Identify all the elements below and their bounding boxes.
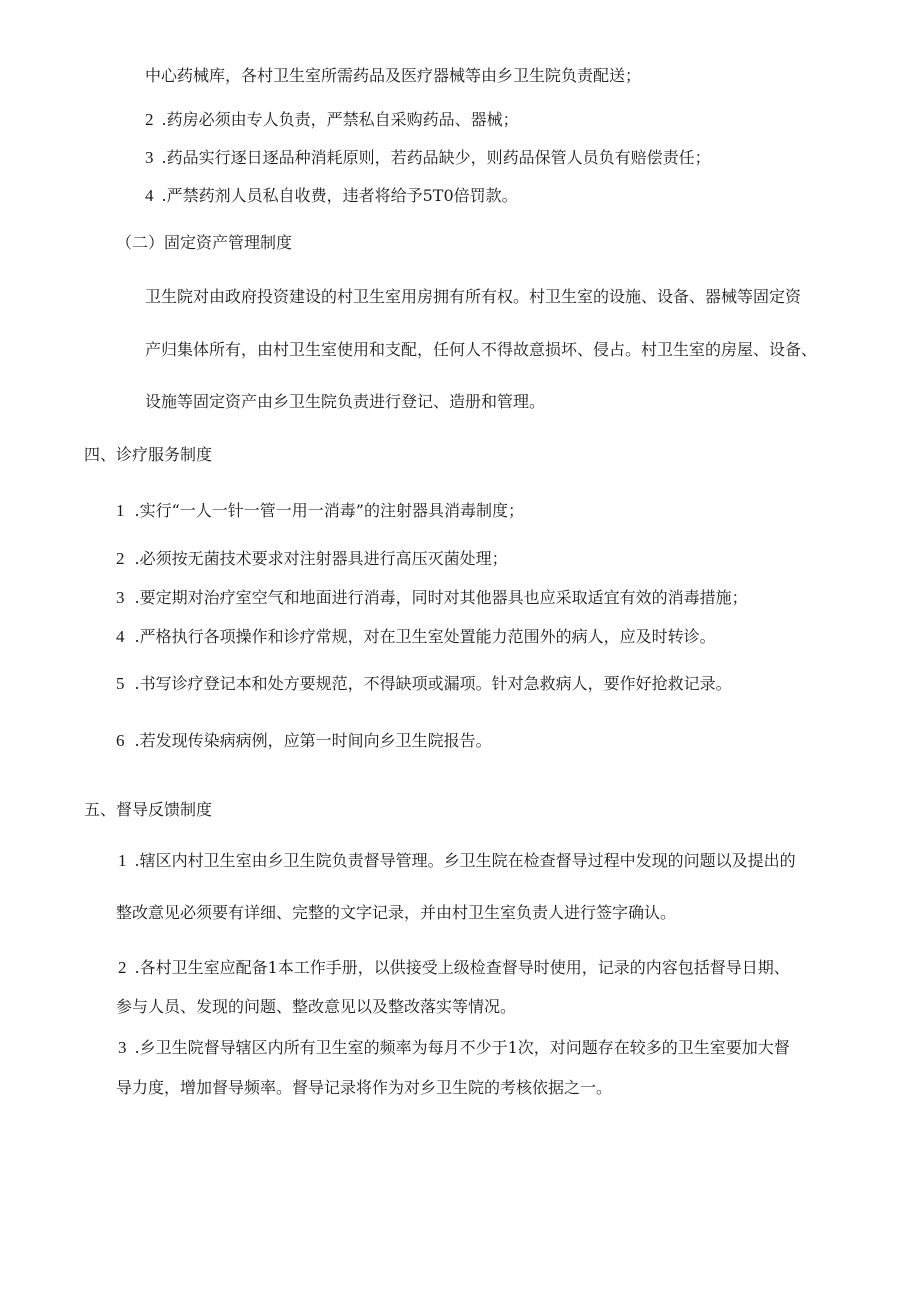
item-number: 2 bbox=[118, 958, 127, 977]
item-number: 2 bbox=[116, 549, 125, 568]
item-text: .严禁药剂人员私自收费，违者将给予5T0倍罚款。 bbox=[161, 186, 518, 205]
item-number: 3 bbox=[116, 588, 125, 607]
section5-item-3-cont: 导力度，增加督导频率。督导记录将作为对乡卫生院的考核依据之一。 bbox=[116, 1078, 613, 1097]
item-text: .乡卫生院督导辖区内所有卫生室的频率为每月不少于1次，对问题存在较多的卫生室要加大督 bbox=[134, 1038, 790, 1057]
section5-item-2 bbox=[118, 958, 790, 978]
item-number: 3 bbox=[118, 1038, 127, 1057]
item-number: 6 bbox=[116, 731, 125, 750]
section4-item-3 bbox=[116, 588, 748, 608]
fixed-assets-line-3: 设施等固定资产由乡卫生院负责进行登记、造册和管理。 bbox=[145, 392, 546, 411]
item-number: 5 bbox=[116, 674, 125, 693]
item-text: .药房必须由专人负责，严禁私自采购药品、器械； bbox=[161, 110, 519, 129]
item-number: 3 bbox=[145, 148, 154, 167]
item-number: 2 bbox=[145, 110, 154, 129]
section4-item-1 bbox=[116, 501, 524, 521]
section5-item-3 bbox=[118, 1038, 790, 1058]
section4-item-6 bbox=[116, 731, 492, 751]
fixed-assets-line-1: 卫生院对由政府投资建设的村卫生室用房拥有所有权。村卫生室的设施、设备、器械等固定资 bbox=[145, 287, 802, 306]
section4-item-4 bbox=[116, 627, 716, 647]
pharmacy-continuation-line: 中心药械库，各村卫生室所需药品及医疗器械等由乡卫生院负责配送； bbox=[145, 66, 642, 85]
fixed-assets-heading: （二）固定资产管理制度 bbox=[116, 233, 293, 252]
section4-heading: 四、诊疗服务制度 bbox=[84, 445, 213, 464]
item-text: .书写诊疗登记本和处方要规范，不得缺项或漏项。针对急救病人，要作好抢救记录。 bbox=[134, 674, 732, 693]
section5-item-1 bbox=[118, 851, 796, 871]
item-text: .实行“一人一针一管一用一消毒”的注射器具消毒制度； bbox=[134, 501, 524, 520]
pharmacy-item-2 bbox=[145, 110, 519, 130]
section5-heading: 五、督导反馈制度 bbox=[84, 800, 213, 819]
item-number: 1 bbox=[116, 501, 125, 520]
section4-item-5 bbox=[116, 674, 732, 694]
item-number: 4 bbox=[145, 186, 154, 205]
item-text: .必须按无菌技术要求对注射器具进行高压灭菌处理； bbox=[134, 549, 508, 568]
pharmacy-item-3 bbox=[145, 148, 711, 168]
item-text: .严格执行各项操作和诊疗常规，对在卫生室处置能力范围外的病人，应及时转诊。 bbox=[134, 627, 716, 646]
section4-item-2 bbox=[116, 549, 508, 569]
item-text: .辖区内村卫生室由乡卫生院负责督导管理。乡卫生院在检查督导过程中发现的问题以及提出的 bbox=[134, 851, 796, 870]
item-text: .若发现传染病病例，应第一时间向乡卫生院报告。 bbox=[134, 731, 492, 750]
item-text: .要定期对治疗室空气和地面进行消毒，同时对其他器具也应采取适宜有效的消毒措施； bbox=[134, 588, 748, 607]
item-number: 4 bbox=[116, 627, 125, 646]
fixed-assets-line-2: 产归集体所有，由村卫生室使用和支配，任何人不得故意损坏、侵占。村卫生室的房屋、设备、 bbox=[145, 340, 818, 359]
pharmacy-item-4 bbox=[145, 186, 518, 206]
item-number: 1 bbox=[118, 851, 127, 870]
section5-item-2-cont: 参与人员、发现的问题、整改意见以及整改落实等情况。 bbox=[116, 997, 517, 1016]
item-text: .各村卫生室应配备1本工作手册，以供接受上级检查督导时使用，记录的内容包括督导日期、 bbox=[134, 958, 790, 977]
section5-item-1-cont: 整改意见必须要有详细、完整的文字记录，并由村卫生室负责人进行签字确认。 bbox=[116, 903, 677, 922]
item-text: .药品实行逐日逐品种消耗原则，若药品缺少，则药品保管人员负有赔偿责任； bbox=[161, 148, 711, 167]
